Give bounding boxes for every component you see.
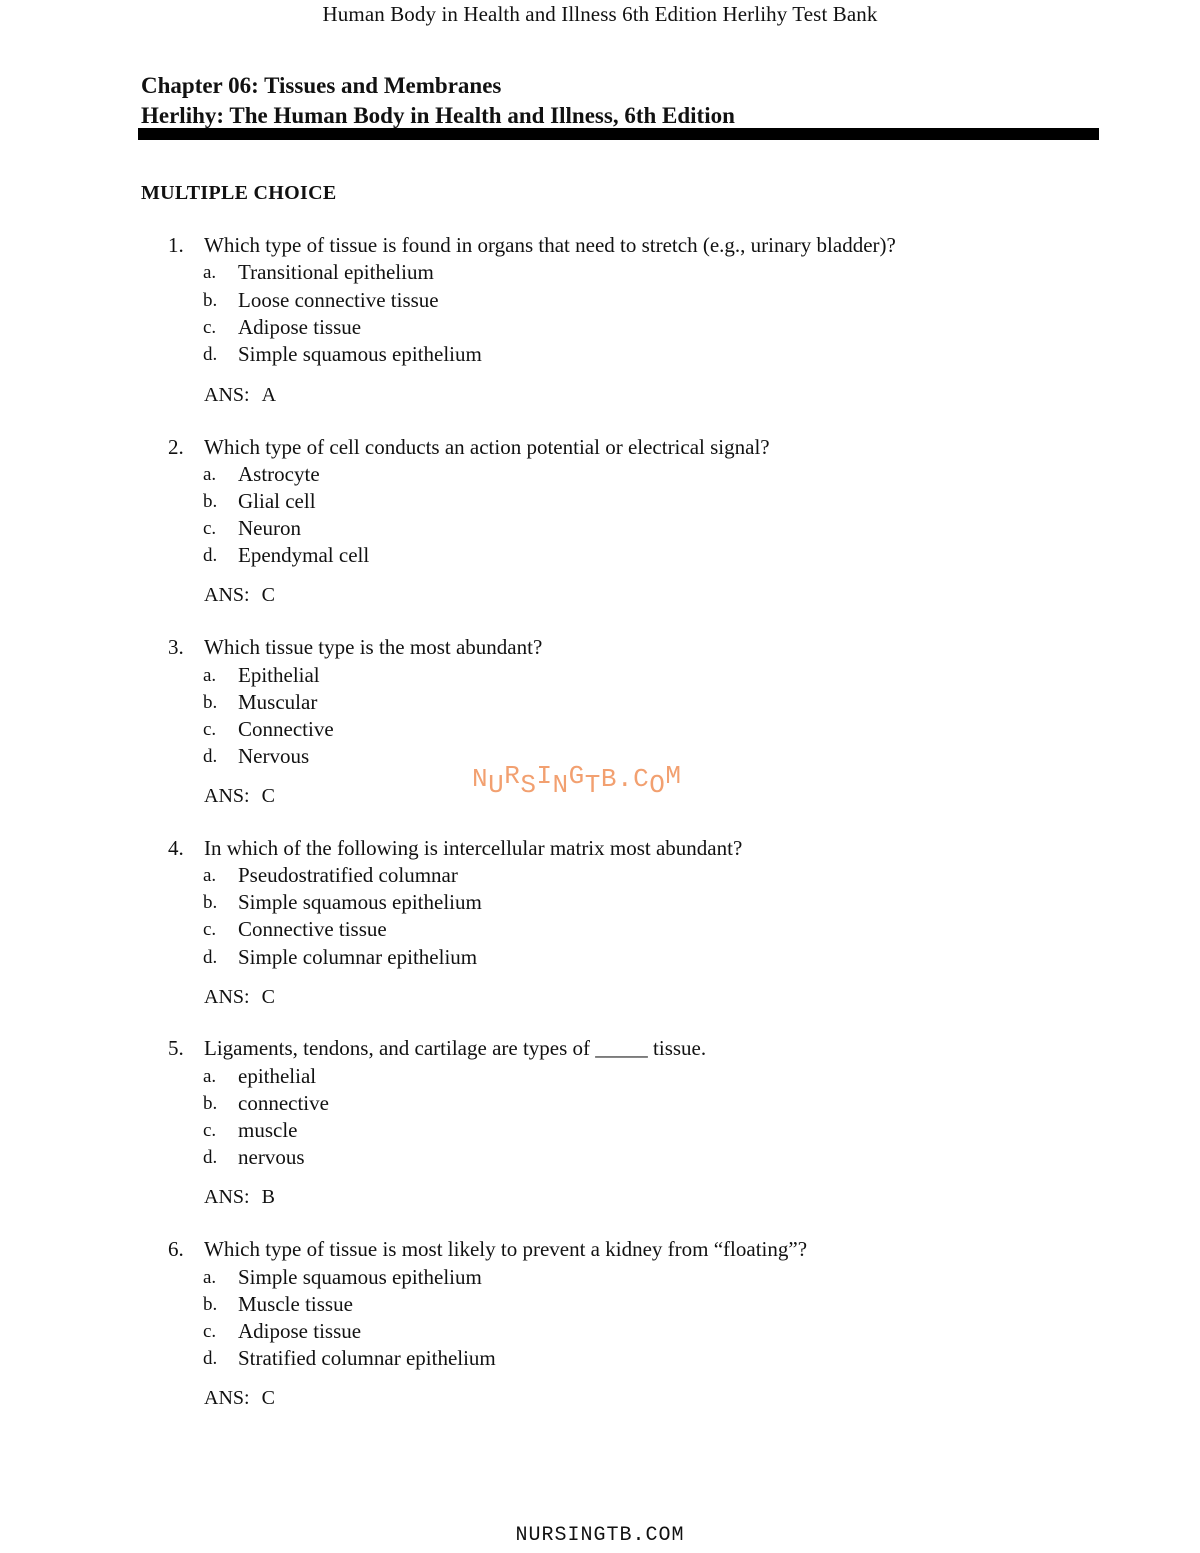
choice-d [0, 1144, 800, 1171]
choice-text: nervous [238, 1145, 305, 1169]
choice-b [0, 1090, 800, 1117]
question-number: 1. [168, 233, 184, 257]
question-number: 2. [168, 435, 184, 459]
choice-d [0, 944, 800, 971]
watermark-letter: . [616, 764, 634, 794]
choice-b [0, 689, 800, 716]
choice-letter: d. [203, 1348, 218, 1369]
choice-a [0, 259, 800, 286]
watermark-letter: S [520, 770, 537, 800]
answer-label: ANS: [204, 584, 250, 606]
choice-text: Simple squamous epithelium [238, 342, 482, 366]
choice-c [0, 515, 800, 542]
choice-text: Neuron [238, 516, 301, 540]
choice-text: Adipose tissue [238, 315, 362, 339]
choice-text: Simple squamous epithelium [238, 1265, 482, 1289]
watermark-letter: O [649, 770, 666, 800]
choice-text: muscle [238, 1118, 298, 1142]
choice-text: Loose connective tissue [238, 288, 439, 312]
question-text: Which tissue type is the most abundant? [204, 635, 543, 659]
question-stem [0, 635, 1100, 663]
choice-text: Muscular [238, 690, 318, 714]
answer-value: C [261, 584, 275, 606]
choice-text: Transitional epithelium [238, 260, 434, 284]
answer-value: B [261, 1186, 275, 1208]
choice-letter: b. [203, 692, 218, 713]
choice-a [0, 1264, 800, 1291]
choice-letter: c. [203, 1120, 217, 1141]
choice-a [0, 862, 800, 889]
answer-line [204, 384, 276, 407]
question-stem [0, 233, 1100, 261]
choice-letter: c. [203, 518, 217, 539]
watermark-letter: B [600, 764, 617, 794]
choice-letter: a. [203, 1267, 217, 1288]
question-text: In which of the following is intercellular matrix most abundant? [204, 836, 743, 860]
choice-letter: b. [203, 892, 218, 913]
watermark [472, 761, 682, 800]
choice-text: Glial cell [238, 489, 316, 513]
choice-text: Connective [238, 717, 334, 741]
answer-label: ANS: [204, 1186, 250, 1208]
page-footer: NURSINGTB.COM [515, 1524, 685, 1547]
question-text: Which type of cell conducts an action potential or electrical signal? [204, 435, 770, 459]
watermark-letter: N [472, 764, 489, 794]
choice-letter: a. [203, 464, 217, 485]
choice-letter: d. [203, 1147, 218, 1168]
choice-text: Epithelial [238, 663, 320, 687]
answer-line [204, 1387, 275, 1410]
watermark-letter: U [488, 770, 505, 800]
choice-letter: a. [203, 865, 217, 886]
answer-value: A [261, 384, 277, 406]
question-text: Ligaments, tendons, and cartilage are types of _____ tissue. [204, 1036, 707, 1060]
answer-value: C [261, 1387, 275, 1409]
choice-text: connective [238, 1091, 329, 1115]
choice-text: Muscle tissue [238, 1292, 353, 1316]
chapter-title: Chapter 06: Tissues and Membranes [141, 73, 502, 98]
choice-letter: b. [203, 1294, 218, 1315]
choice-letter: b. [203, 1093, 218, 1114]
watermark-letter: M [665, 761, 682, 791]
answer-label: ANS: [204, 785, 250, 807]
choice-letter: d. [203, 545, 218, 566]
watermark-letter: I [536, 761, 553, 791]
choice-letter: c. [203, 1321, 217, 1342]
watermark-letter: T [584, 770, 601, 800]
choice-text: Simple squamous epithelium [238, 890, 482, 914]
question-text: Which type of tissue is found in organs that need to stretch (e.g., urinary bladder)? [204, 233, 896, 257]
choice-d [0, 341, 800, 368]
choice-letter: d. [203, 344, 218, 365]
choice-letter: c. [203, 719, 217, 740]
choice-b [0, 889, 800, 916]
choice-c [0, 1117, 800, 1144]
book-title: Herlihy: The Human Body in Health and Illness, 6th Edition [141, 103, 735, 128]
answer-line [204, 1186, 275, 1209]
choice-d [0, 542, 800, 569]
choice-letter: a. [203, 665, 217, 686]
watermark-letter: G [568, 761, 585, 791]
question-stem [0, 836, 1100, 864]
choice-a [0, 461, 800, 488]
question-stem [0, 1237, 1100, 1265]
choice-c [0, 916, 800, 943]
question-number: 3. [168, 635, 184, 659]
choice-c [0, 716, 800, 743]
choice-letter: c. [203, 317, 217, 338]
choice-text: Stratified columnar epithelium [238, 1346, 496, 1370]
choice-a [0, 662, 800, 689]
choice-text: Adipose tissue [238, 1319, 362, 1343]
choice-letter: c. [203, 919, 217, 940]
choice-c [0, 1318, 800, 1345]
choice-text: Connective tissue [238, 917, 387, 941]
question-text: Which type of tissue is most likely to prevent a kidney from “floating”? [204, 1237, 808, 1261]
answer-line [204, 986, 275, 1009]
section-heading: MULTIPLE CHOICE [141, 182, 337, 204]
choice-b [0, 488, 800, 515]
choice-text: Astrocyte [238, 462, 320, 486]
choice-b [0, 287, 800, 314]
choice-letter: a. [203, 1066, 217, 1087]
question-number: 4. [168, 836, 184, 860]
choice-b [0, 1291, 800, 1318]
answer-label: ANS: [204, 1387, 250, 1409]
running-header: Human Body in Health and Illness 6th Edition Herlihy Test Bank [322, 2, 878, 26]
question-number: 5. [168, 1036, 184, 1060]
answer-label: ANS: [204, 986, 250, 1008]
choice-letter: a. [203, 262, 217, 283]
answer-label: ANS: [204, 384, 250, 406]
question-number: 6. [168, 1237, 184, 1261]
choice-letter: b. [203, 290, 218, 311]
choice-c [0, 314, 800, 341]
answer-line [204, 584, 275, 607]
choice-text: epithelial [238, 1064, 317, 1088]
choice-text: Nervous [238, 744, 310, 768]
question-stem [0, 1036, 1100, 1064]
heading-rule [138, 128, 1099, 140]
choice-text: Ependymal cell [238, 543, 370, 567]
question-stem [0, 435, 1100, 463]
answer-line [204, 785, 275, 808]
watermark-letter: N [552, 770, 569, 800]
choice-letter: b. [203, 491, 218, 512]
choice-d [0, 1345, 800, 1372]
watermark-letter: C [633, 764, 650, 794]
choice-letter: d. [203, 947, 218, 968]
choice-text: Pseudostratified columnar [238, 863, 458, 887]
answer-value: C [261, 986, 275, 1008]
choice-a [0, 1063, 800, 1090]
choice-text: Simple columnar epithelium [238, 945, 478, 969]
choice-letter: d. [203, 746, 218, 767]
watermark-letter: R [504, 761, 521, 791]
chapter-heading-block [141, 71, 1099, 131]
answer-value: C [261, 785, 275, 807]
